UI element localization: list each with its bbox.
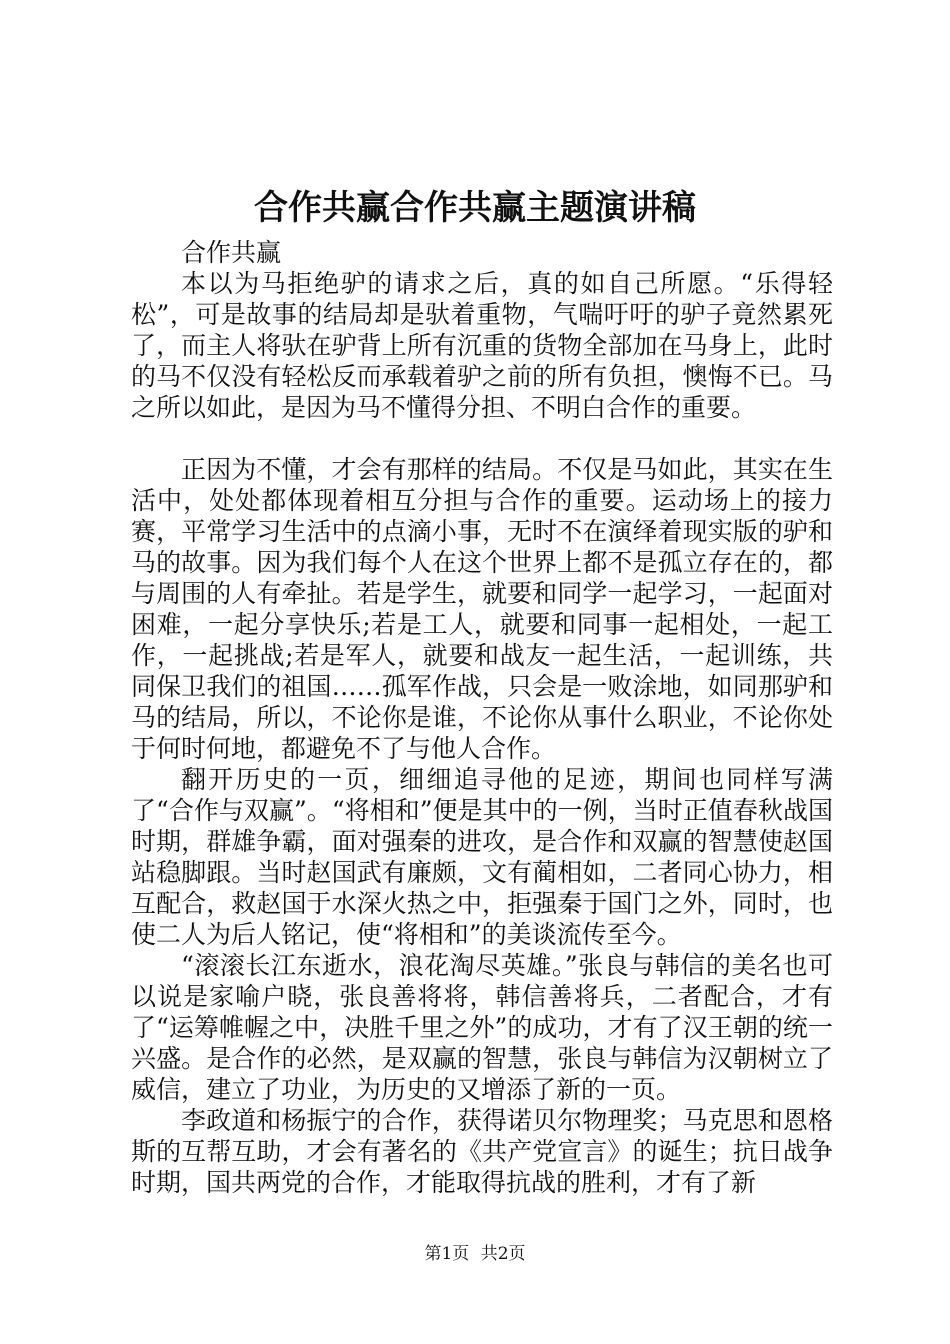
paragraph: 翻开历史的一页，细细追寻他的足迹，期间也同样写满了“合作与双赢”。“将相和”便是其中的一例，当时正值春秋战国时期，群雄争霸，面对强秦的进攻，是合作和双赢的智慧使赵国站稳脚跟。当时赵国武有廉颇，文有蔺相如，二者同心协力，相互配合，救赵国于水深火热之中，拒强秦于国门之外，同时，也使二人为后人铭记，使“将相和”的美谈流传至今。	[131, 765, 833, 949]
document-title: 合作共赢合作共赢主题演讲稿	[254, 188, 696, 228]
paragraph: 正因为不懂，才会有那样的结局。不仅是马如此，其实在生活中，处处都体现着相互分担与合作的重要。运动场上的接力赛，平常学习生活中的点滴小事，无时不在演绎着现实版的驴和马的故事。因为我们每个人在这个世界上都不是孤立存在的，都与周围的人有牵扯。若是学生，就要和同学一起学习，一起面对困难，一起分享快乐;若是工人，就要和同事一起相处，一起工作，一起挑战;若是军人，就要和战友一起生活，一起训练，共同保卫我们的祖国……孤军作战，只会是一败涂地，如同那驴和马的结局，所以，不论你是谁，不论你从事什么职业，不论你处于何时何地，都避免不了与他人合作。	[131, 455, 833, 763]
paragraph: “滚滚长江东逝水，浪花淘尽英雄。”张良与韩信的美名也可以说是家喻户晓，张良善将将，韩信善将兵，二者配合，才有了“运筹帷幄之中，决胜千里之外”的成功，才有了汉王朝的统一兴盛。是合作的必然，是双赢的智慧，张良与韩信为汉朝树立了威信，建立了功业，为历史的又增添了新的一页。	[131, 951, 833, 1104]
paragraph: 本以为马拒绝驴的请求之后，真的如自己所愿。“乐得轻松”，可是故事的结局却是驮着重物，气喘吁吁的驴子竟然累死了，而主人将驮在驴背上所有沉重的货物全部加在马身上，此时的马不仅没有轻松反而承载着驴之前的所有负担，懊悔不已。马之所以如此，是因为马不懂得分担、不明白合作的重要。	[131, 269, 833, 422]
page-footer	[0, 1242, 950, 1266]
page-number-current: 第1页	[424, 1244, 470, 1264]
document-subtitle: 合作共赢	[181, 238, 282, 267]
page-number-total: 共2页	[480, 1244, 526, 1264]
document-body	[131, 237, 833, 1198]
paragraph: 李政道和杨振宁的合作，获得诺贝尔物理奖；马克思和恩格斯的互帮互助，才会有著名的《共产党宣言》的诞生；抗日战争时期，国共两党的合作，才能取得抗战的胜利，才有了新	[131, 1106, 833, 1197]
